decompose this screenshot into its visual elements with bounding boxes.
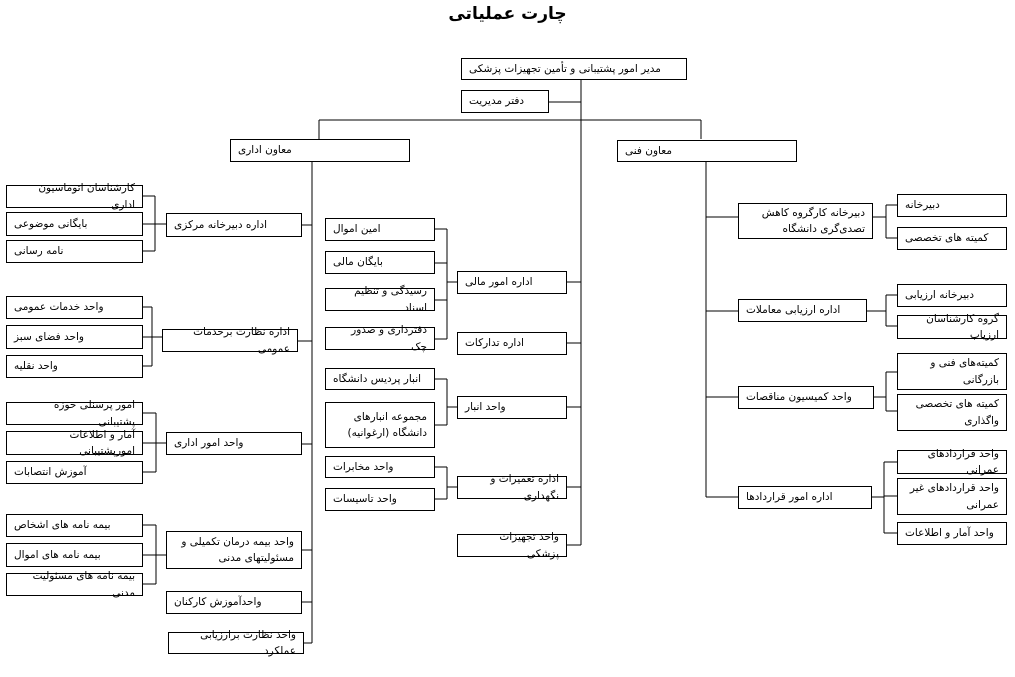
staff-training-box[interactable] — [166, 591, 302, 614]
warehouse-complex-label: مجموعه انبارهای دانشگاه (ارغوانیه) — [347, 410, 427, 439]
appointments-training-box[interactable] — [6, 461, 143, 484]
property-trustee-box[interactable] — [325, 218, 435, 241]
evaluation-secretariat-label: دبیرخانه ارزیابی — [905, 289, 974, 302]
liability-insurance-box[interactable] — [6, 570, 143, 599]
financial-archive-box[interactable] — [325, 251, 435, 274]
insurance-unit-box[interactable] — [166, 531, 302, 569]
non-construction-contracts-label: واحد قراردادهای غیر عمرانی — [909, 482, 999, 511]
check-issuance-label: دفترداری و صدور چک — [351, 324, 427, 353]
secretariat-label: دبیرخانه — [905, 199, 940, 212]
green-space-label: واحد فضای سبز — [14, 330, 84, 343]
tech-deputy-box[interactable] — [617, 140, 797, 162]
finance-dept-label: اداره امور مالی — [465, 276, 533, 289]
property-insurance-box[interactable] — [6, 543, 143, 567]
admin-deputy-box[interactable] — [230, 139, 410, 162]
transactions-evaluation-box[interactable] — [738, 299, 867, 322]
insurance-unit-label: واحد بیمه درمان تکمیلی و مسئولیتهای مدنی — [181, 535, 294, 564]
mail-delivery-label: نامه رسانی — [14, 245, 64, 258]
medical-equipment-label: واحد تجهیزات پزشکی — [499, 531, 559, 560]
warehouse-unit-box[interactable] — [457, 396, 567, 419]
appointments-training-label: آموزش انتصابات — [14, 466, 87, 479]
topic-archive-box[interactable] — [6, 212, 143, 236]
management-office-label: دفتر مدیریت — [469, 95, 525, 108]
performance-supervision-box[interactable] — [168, 628, 304, 657]
statistics-info-label: آمار و اطلاعات امورپشتیبانی — [69, 428, 135, 457]
tender-commission-label: واحد کمیسیون مناقصات — [746, 391, 852, 404]
liability-insurance-label: بیمه نامه های مسئولیت مدنی — [32, 570, 135, 599]
person-insurance-box[interactable] — [6, 514, 143, 537]
finance-dept-box[interactable] — [457, 271, 567, 294]
cost-reduction-secretariat-box[interactable] — [738, 203, 873, 239]
management-office-box[interactable] — [461, 90, 549, 113]
general-services-supervision-box[interactable] — [162, 326, 298, 355]
personnel-label: امور پرسنلی حوزه پشتیبانی — [53, 399, 135, 428]
tech-deputy-label: معاون فنی — [625, 144, 672, 157]
evaluator-experts-box[interactable] — [897, 312, 1007, 341]
facilities-label: واحد تاسیسات — [333, 493, 397, 506]
construction-contracts-box[interactable] — [897, 447, 1007, 476]
central-secretariat-box[interactable] — [166, 213, 302, 237]
specialist-assignment-committee-label: کمیته های تخصصی واگذاری — [915, 398, 999, 427]
director-label: مدیر امور پشتیبانی و تأمین تجهیزات پزشکی — [469, 62, 661, 75]
specialist-assignment-committee-box[interactable] — [897, 394, 1007, 431]
procurement-box[interactable] — [457, 332, 567, 355]
doc-processing-label: رسیدگی و تنظیم اسناد — [354, 285, 427, 314]
warehouse-unit-label: واحد انبار — [465, 401, 506, 414]
facilities-box[interactable] — [325, 488, 435, 511]
specialist-committee-box[interactable] — [897, 227, 1007, 250]
communications-box[interactable] — [325, 456, 435, 478]
contracts-statistics-label: واحد آمار و اطلاعات — [905, 527, 994, 540]
person-insurance-label: بیمه نامه های اشخاص — [14, 519, 111, 532]
campus-warehouse-label: انبار پردیس دانشگاه — [333, 372, 422, 385]
evaluation-secretariat-box[interactable] — [897, 284, 1007, 307]
procurement-label: اداره تدارکات — [465, 337, 524, 350]
construction-contracts-label: واحد قراردادهای عمرانی — [927, 447, 999, 476]
medical-equipment-box[interactable] — [457, 531, 567, 560]
campus-warehouse-box[interactable] — [325, 368, 435, 390]
personnel-box[interactable] — [6, 399, 143, 428]
admin-affairs-box[interactable] — [166, 432, 302, 455]
contracts-dept-box[interactable] — [738, 486, 872, 509]
automation-expert-label: کارشناسان اتوماسیون اداری — [38, 182, 135, 211]
automation-expert-box[interactable] — [6, 182, 143, 211]
general-services-label: واحد خدمات عمومی — [14, 301, 104, 314]
transactions-evaluation-label: اداره ارزیابی معاملات — [746, 304, 841, 317]
specialist-committee-label: کمیته های تخصصی — [905, 232, 989, 245]
staff-training-label: واحدآموزش کارکنان — [174, 596, 262, 609]
contracts-dept-label: اداره امور قراردادها — [746, 491, 833, 504]
admin-deputy-label: معاون اداری — [238, 144, 292, 157]
tender-commission-box[interactable] — [738, 386, 874, 409]
maintenance-dept-label: اداره تعمیرات و نگهداری — [490, 473, 559, 502]
tech-commercial-committees-label: کمیته‌های فنی و بازرگانی — [930, 357, 999, 386]
tech-commercial-committees-box[interactable] — [897, 353, 1007, 390]
secretariat-box[interactable] — [897, 194, 1007, 217]
chart-title: چارت عملیاتی — [448, 4, 567, 24]
financial-archive-label: بایگان مالی — [333, 256, 383, 269]
admin-affairs-label: واحد امور اداری — [174, 437, 244, 450]
mail-delivery-box[interactable] — [6, 240, 143, 263]
communications-label: واحد مخابرات — [333, 460, 394, 473]
statistics-info-box[interactable] — [6, 428, 143, 457]
topic-archive-label: بایگانی موضوعی — [14, 217, 88, 230]
contracts-statistics-box[interactable] — [897, 522, 1007, 545]
maintenance-dept-box[interactable] — [457, 473, 567, 502]
transport-box[interactable] — [6, 355, 143, 378]
doc-processing-box[interactable] — [325, 285, 435, 314]
director-box[interactable] — [461, 58, 687, 80]
general-services-box[interactable] — [6, 296, 143, 319]
property-trustee-label: امین اموال — [333, 223, 381, 236]
green-space-box[interactable] — [6, 325, 143, 349]
general-services-supervision-label: اداره نظارت برخدمات عمومی — [193, 326, 290, 355]
warehouse-complex-box[interactable] — [325, 402, 435, 448]
central-secretariat-label: اداره دبیرخانه مرکزی — [174, 218, 267, 231]
non-construction-contracts-box[interactable] — [897, 478, 1007, 515]
cost-reduction-secretariat-label: دبیرخانه کارگروه کاهش تصدی‌گری دانشگاه — [761, 206, 865, 235]
evaluator-experts-label: گروه کارشناسان ارزیاب — [926, 312, 999, 341]
performance-supervision-label: واحد نظارت برارزیابی عملکرد — [200, 628, 296, 657]
property-insurance-label: بیمه نامه های اموال — [14, 548, 101, 561]
transport-label: واحد نقلیه — [14, 360, 58, 373]
check-issuance-box[interactable] — [325, 324, 435, 353]
